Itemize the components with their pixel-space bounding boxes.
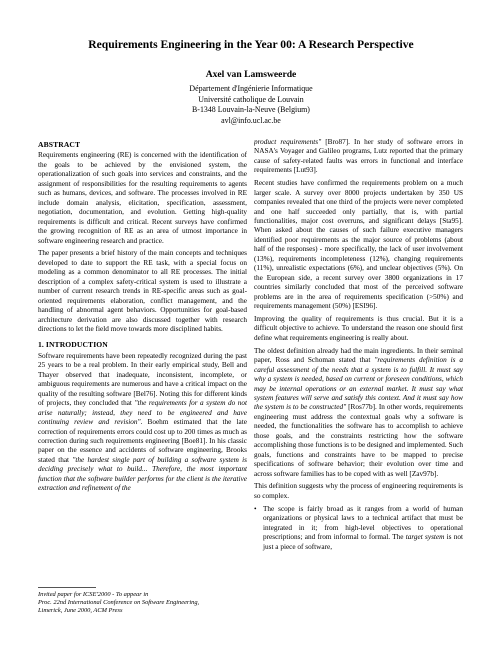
abstract-paragraph-1: Requirements engineering (RE) is concerned with the identification of the goals to be achieved by the envisioned system, the operationalization of such goals into services and constraints, and the assignment of responsibilities for the resulting requirements to agents such as humans, devices, and software. The processes involved in RE include domain analysis, elicitation, specification, assessment, negotiation, documentation, and evolution. Getting high-quality requirements is difficult and critical. Recent surveys have confirmed the growing recognition of RE as an area of utmost importance in software engineering research and practice. bbox=[38, 151, 247, 245]
intro-text: . Boehm estimated that the late correction of requirements errors could cost up to 200 times as much as correction during such requirements engineering [Boe81]. In his classic paper on the essence and accidents of software engineering, Brooks stated that bbox=[38, 418, 247, 464]
body-text: The oldest definition already had the main ingredients. In their seminal paper, Ross and Schoman stated that bbox=[254, 346, 463, 365]
affiliation-department: Département d'Ingénierie Informatique bbox=[189, 84, 313, 93]
right-paragraph-3: Improving the quality of requirements is thus crucial. But it is a difficult objective to achieve. To understand the reason one should first define what requirements engineering is really about. bbox=[254, 314, 463, 342]
intro-quote: "the hardest single part of building a software system is deciding precisely what to build... Therefore, the most important function that the software builder performs for the client is the iterative extraction and refinement of the bbox=[38, 455, 247, 493]
bullet-emphasis: target system bbox=[405, 533, 445, 542]
affiliation-address: B-1348 Louvain-la-Neuve (Belgium) bbox=[192, 105, 310, 115]
paper-title: Requirements Engineering in the Year 00: A Research Perspective bbox=[88, 38, 414, 51]
bullet-item bbox=[254, 505, 463, 552]
introduction-heading: 1. INTRODUCTION bbox=[38, 340, 108, 350]
affiliation bbox=[0, 84, 502, 126]
right-paragraph-4 bbox=[254, 347, 463, 479]
body-text: [Ros77b]. In other words, requirements engineering must address the contextual goals why a software is needed, the functionalities the software has to accomplish to achieve those goals, and the constraints restricting how the software accomplishing those functions is to be designed and implemented. Such goals, functions and constraints have to be mapped to precise specifications of software behavior; their evolution over time and across software families has to be coped with as well [Zav97b]. bbox=[254, 403, 463, 478]
body-text: [Bro87]. In her study of software errors in NASA's Voyager and Galileo programs, Lutz reported that the primary cause of safety-related faults was errors in functional and interface requirements [Lut93]. bbox=[254, 138, 463, 175]
right-paragraph-1 bbox=[254, 138, 463, 176]
right-paragraph-5: This definition suggests why the process of engineering requirements is so complex. bbox=[254, 482, 463, 500]
footnote-rule bbox=[38, 587, 96, 588]
bullet-marker: • bbox=[254, 504, 257, 513]
right-column bbox=[254, 138, 463, 628]
footnote-line: Limerick, June 2000, ACM Press bbox=[38, 607, 123, 615]
bullet-text bbox=[263, 505, 463, 552]
abstract-paragraph-2: The paper presents a brief history of the main concepts and techniques developed to date to support the RE task, with a special focus on modeling as a common denominator to all RE processes. The initial description of a complex safety-critical system is used to illustrate a number of current research trends in RE-specific areas such as goal-oriented requirements elaboration, conflict management, and the handling of abnormal agent behaviors. Opportunities for goal-based architecture derivation are also discussed together with research directions to let the field move towards more disciplined habits. bbox=[38, 249, 247, 333]
intro-text: Software requirements have been repeatedly recognized during the past 25 years to be a real problem. In their early empirical study, Bell and Thayer observed that inadequate, inconsistent, incomplete, or ambiguous requirements are numerous and have a critical impact on the quality of the resulting software [Bel76]. Noting this for different kinds of projects, they concluded that bbox=[38, 351, 247, 408]
definition-quote: "requirements definition is a careful assessment of the needs that a system is to fulfill. It must say why a system is needed, based on current or foreseen conditions, which may be internal operations or an external market. It must say what system features will serve and satisfy this context. And it must say how the system is to be constructed" bbox=[254, 356, 463, 412]
affiliation-university: Université catholique de Louvain bbox=[198, 94, 304, 104]
author-name: Axel van Lamsweerde bbox=[205, 69, 297, 80]
abstract-heading: ABSTRACT bbox=[38, 140, 81, 149]
author-email: avl@info.ucl.ac.be bbox=[221, 115, 281, 125]
bullet-text-part: is not just a piece of software, bbox=[263, 533, 463, 551]
left-column bbox=[38, 140, 247, 630]
footnote-line: Invited paper for ICSE'2000 - To appear in bbox=[38, 591, 149, 598]
bullet-text-part: The scope is fairly broad as it ranges from a world of human organizations or physical laws to a technical artifact that must be integrated in it; from high-level objectives to operational prescriptions; and from informal to formal. The bbox=[263, 504, 463, 542]
intro-quote: "the requirements for a system do not arise naturally; instead, they need to be engineered and have continuing review and revision" bbox=[38, 399, 247, 427]
right-paragraph-2: Recent studies have confirmed the requirements problem on a much larger scale. A survey over 8000 projects undertaken by 350 US companies revealed that one third of the projects were never completed and one half succeeded only partially, that is, with partial functionalities, major cost overruns, and significant delays [Sta95]. When asked about the causes of such failure executive managers identified poor requirements as the major source of problems (about half of the responses) - more specifically, the lack of user involvement (13%), requirements incompleteness (12%), changing requirements (11%), unrealistic expectations (6%), and unclear objectives (5%). On the European side, a recent survey over 3800 organizations in 17 countries similarly concluded that most of the perceived software problems are in the area of requirements specification (>50%) and requirements management (50%) [ESI96]. bbox=[254, 179, 463, 311]
quote-continuation: product requirements" bbox=[254, 138, 322, 146]
footnote bbox=[38, 591, 247, 616]
intro-paragraph-1 bbox=[38, 352, 247, 494]
footnote-line: Proc. 22nd International Conference on Software Engineering, bbox=[38, 599, 200, 607]
